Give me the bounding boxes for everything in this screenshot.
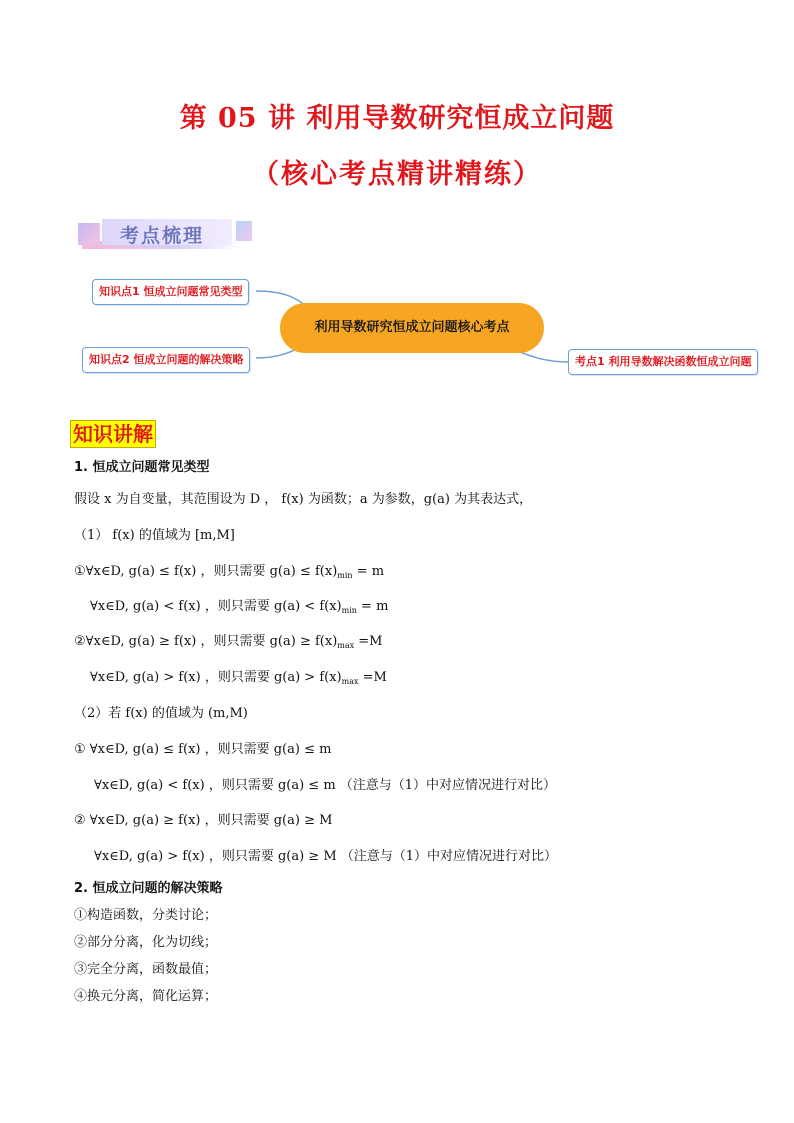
strategy-3: ③完全分离，函数最值； (74, 962, 218, 977)
case-2-a1: ① ∀x∈D, g(a) ≤ f(x) ，则只需要 g(a) ≤ m (74, 742, 332, 757)
case-2-a2: ∀x∈D, g(a) < f(x) ，则只需要 g(a) ≤ m （注意与（1）中对应情况进行对比） (94, 778, 557, 793)
strategy-2: ②部分分离，化为切线； (74, 935, 218, 950)
case-1-a2: ∀x∈D, g(a) < f(x) ，则只需要 $g(a) < f(x)_{min} = m$ (90, 599, 389, 615)
strategy-4: ④换元分离，简化运算； (74, 989, 218, 1004)
case-1-b2: ∀x∈D, g(a) > f(x) ，则只需要 $g(a) > f(x)_{max} =M$ (90, 670, 387, 686)
mindmap-node-knowledge-1: 知识点1 恒成立问题常见类型 (92, 279, 249, 305)
mindmap-node-knowledge-2: 知识点2 恒成立问题的解决策略 (82, 347, 250, 373)
case-1-b1: ②∀x∈D, g(a) ≥ f(x) ，则只需要 $g(a) \ge f(x)_{max} =M$ (74, 634, 383, 650)
page-title: 第 05 讲 利用导数研究恒成立问题 (179, 103, 615, 134)
section-heading: 知识讲解 (70, 420, 156, 448)
heading-2: 2. 恒成立问题的解决策略 (74, 881, 223, 896)
strategy-1: ①构造函数，分类讨论； (74, 908, 218, 923)
page-subtitle: （核心考点精讲精练） (252, 159, 542, 190)
case-1-a1: ①∀x∈D, g(a) ≤ f(x) ，则只需要 $g(a) \le f(x)_{min} = m$ (74, 564, 385, 580)
section-banner (78, 219, 258, 249)
mindmap-center-node: 利用导数研究恒成立问题核心考点 (280, 303, 544, 353)
case-2-b1: ② ∀x∈D, g(a) ≥ f(x) ，则只需要 g(a) ≥ M (74, 813, 333, 828)
case-2-line: （2）若 f(x) 的值域为 (m,M) (74, 706, 248, 721)
case-1-line: （1） f(x) 的值域为 [m,M] (74, 528, 235, 543)
banner-label: 考点梳理 (120, 225, 205, 247)
case-2-b2: ∀x∈D, g(a) > f(x) ，则只需要 g(a) ≥ M （注意与（1）中对应情况进行对比） (94, 849, 558, 864)
heading-1: 1. 恒成立问题常见类型 (74, 460, 210, 475)
intro-line: 假设 x 为自变量，其范围设为 D ， f(x) 为函数；a 为参数，g(a) 为其表达式， (74, 492, 533, 507)
mindmap-node-exam-point-1: 考点1 利用导数解决函数恒成立问题 (568, 349, 758, 375)
